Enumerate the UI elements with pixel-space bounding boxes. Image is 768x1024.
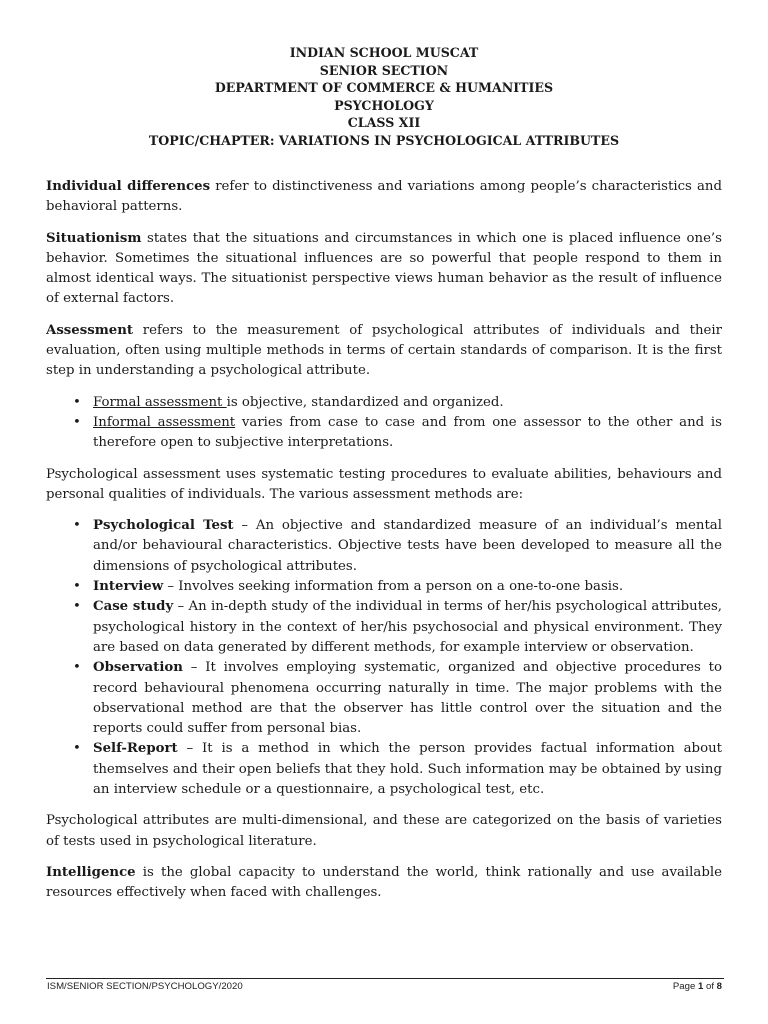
paragraph-intelligence: [46, 863, 722, 904]
list-item-text: – Involves seeking information from a person on a one-to-one basis.: [163, 579, 624, 595]
topic-title: TOPIC/CHAPTER: VARIATIONS IN PSYCHOLOGICAL ATTRIBUTES: [148, 132, 620, 148]
term-formal-assessment: Formal assessment: [93, 394, 227, 410]
term-situationism: Situationism: [46, 230, 142, 246]
definition-text: refer to distinctiveness and variations among people’s characteristics and behavioral patterns.: [46, 179, 722, 215]
term-observation: Observation: [93, 660, 183, 676]
term-intelligence: Intelligence: [46, 864, 136, 880]
page-number: [673, 981, 722, 992]
list-item: [46, 516, 722, 577]
list-item: [46, 577, 722, 597]
paragraph-individual-differences: [46, 177, 722, 218]
list-item: [46, 658, 722, 739]
paragraph-situationism: [46, 229, 722, 310]
list-item-text: – It is a method in which the person provides factual information about themselves and their open beliefs that they hold. Such information may be obtained by using an interview schedule or a questionnaire, a psychological test, etc.: [93, 741, 722, 798]
definition-text: is the global capacity to understand the world, think rationally and use available resources effectively when faced with challenges.: [46, 864, 722, 901]
footer-divider: [46, 978, 724, 979]
page-current: 1: [697, 981, 704, 992]
definition-text: states that the situations and circumstances in which one is placed influence one’s behavior. Sometimes the situational influences are so powerful that people respond to them in almost identical ways. The situationist perspective views human behavior as the result of influence of external factors.: [46, 230, 722, 307]
list-item-text: – An objective and standardized measure of an individual’s mental and/or behavioural characteristics. Objective tests have been developed to measure all the dimensions of psychological attributes.: [93, 518, 722, 574]
list-item-text: – It involves employing systematic, organized and objective procedures to record behavioural phenomena occurring naturally in time. The major problems with the observational method are that the observer has little control over the situation and the reports could suffer from personal bias.: [93, 660, 722, 737]
bullet-icon: •: [73, 599, 81, 615]
list-item: [46, 739, 722, 800]
bullet-icon: •: [73, 414, 81, 430]
subject-name: PSYCHOLOGY: [334, 97, 434, 113]
list-item-text: is objective, standardized and organized.: [226, 394, 504, 410]
paragraph-assessment: [46, 321, 722, 382]
term-individual-differences: Individual differences: [46, 179, 211, 194]
assessment-types-list: [46, 393, 722, 454]
list-item: [46, 597, 722, 658]
bullet-icon: •: [73, 741, 81, 757]
paragraph-psychological-assessment: Psychological assessment uses systematic testing procedures to evaluate abilities, behaviours and personal qualities of individuals. The various assessment methods are:: [46, 466, 722, 502]
bullet-icon: •: [73, 518, 81, 534]
term-interview: Interview: [93, 579, 164, 595]
paragraph-multidimensional: Psychological attributes are multi-dimensional, and these are categorized on the basis of varieties of tests used in psychological literature.: [46, 813, 722, 849]
page-total: 8: [716, 981, 722, 992]
list-item: [46, 393, 722, 413]
list-item-text: varies from case to case and from one assessor to the other and is therefore open to subjective interpretations.: [93, 414, 722, 451]
bullet-icon: •: [73, 394, 81, 410]
term-assessment: Assessment: [46, 322, 134, 338]
document-header: [0, 44, 768, 149]
term-case-study: Case study: [93, 599, 174, 615]
bullet-icon: •: [73, 579, 81, 595]
assessment-methods-list: [46, 516, 722, 800]
term-psychological-test: Psychological Test: [93, 518, 234, 534]
term-self-report: Self-Report: [93, 741, 178, 757]
page-of-label: of: [703, 981, 717, 992]
list-item: [46, 413, 722, 454]
document-body: [46, 177, 722, 915]
bullet-icon: •: [73, 660, 81, 676]
section-name: SENIOR SECTION: [319, 62, 449, 78]
department-name: DEPARTMENT OF COMMERCE & HUMANITIES: [214, 80, 554, 95]
definition-text: refers to the measurement of psychological attributes of individuals and their evaluation, often using multiple methods in terms of certain standards of comparison. It is the first step in understanding a psychological attribute.: [46, 322, 722, 379]
list-item-text: – An in-depth study of the individual in terms of her/his psychological attributes, psychological history in the context of her/his psychosocial and physical environment. They are based on data generated by different methods, for example interview or observation.: [93, 599, 722, 655]
page-label: Page: [672, 981, 698, 992]
term-informal-assessment: Informal assessment: [93, 414, 236, 430]
class-name: CLASS XII: [347, 115, 421, 130]
school-name: INDIAN SCHOOL MUSCAT: [289, 45, 479, 60]
footer-reference: ISM/SENIOR SECTION/PSYCHOLOGY/2020: [47, 981, 243, 992]
